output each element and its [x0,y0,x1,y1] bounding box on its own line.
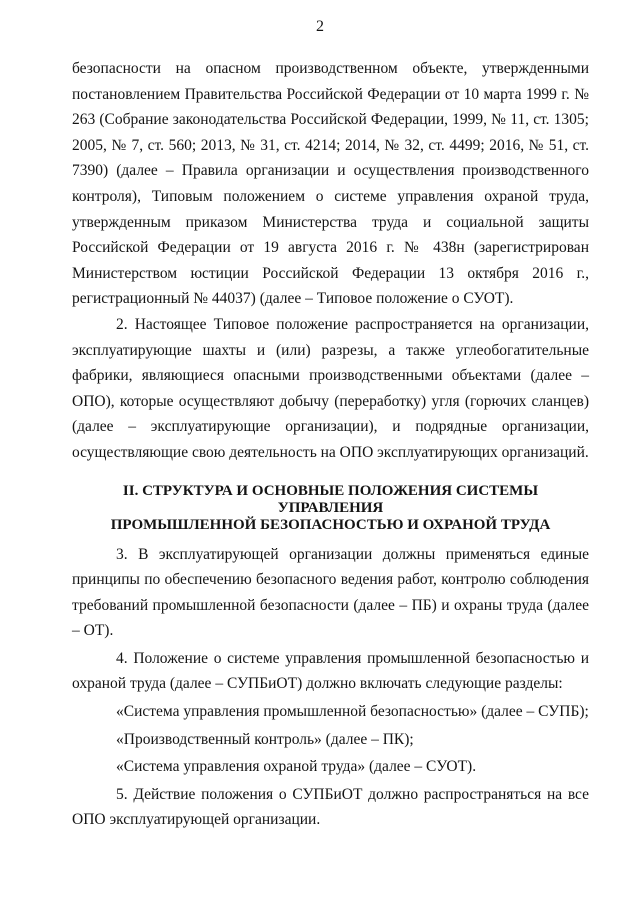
intro-paragraph: безопасности на опасном производственном объекте, утвержденными постановлением Правительства Российской Федерации от 10 марта 1999 г. № 263 (Собрание законодательства Российской Федерации, 1999, № 11, ст. 1305; 2005, № 7, ст. 560; 2013, № 31, ст. 4214; 2014, № 32, ст. 4499; 2016, № 51, ст. 7390) (далее – Правила организации и осуществления производственного контроля), Типовым положением о системе управления охраной труда, утвержденным приказом Министерства труда и социальной защиты Российской Федерации от 19 августа 2016 г. № 438н (зарегистрирован Министерством юстиции Российской Федерации 13 октября 2016 г., регистрационный № 44037) (далее – Типовое положение о СУОТ). [72,60,589,308]
page-number: 2 [316,18,324,35]
paragraph-4: 4. Положение о системе управления промышленной безопасностью и охраной труда (далее – СУПБиОТ) должно включать следующие разделы: [72,649,589,693]
list-item-pk: «Производственный контроль» (далее – ПК); [116,730,414,748]
list-item-supb: «Система управления промышленной безопасностью» (далее – СУПБ); [116,703,589,721]
paragraph-5: 5. Действие положения о СУПБиОТ должно распространяться на все ОПО эксплуатирующей организации. [72,785,589,829]
section-heading-line-2: ПРОМЫШЛЕННОЙ БЕЗОПАСНОСТЬЮ И ОХРАНОЙ ТРУДА [110,516,551,533]
section-heading [72,483,589,534]
list-item-suot: «Система управления охраной труда» (далее – СУОТ). [116,758,477,776]
section-heading-line-1: II. СТРУКТУРА И ОСНОВНЫЕ ПОЛОЖЕНИЯ СИСТЕМЫ УПРАВЛЕНИЯ [122,482,539,516]
document-body [72,56,589,833]
paragraph-2: 2. Настоящее Типовое положение распространяется на организации, эксплуатирующие шахты и (или) разрезы, а также углеобогатительные фабрики, являющиеся опасными производственными объектами (далее – ОПО), которые осуществляют добычу (переработку) угля (горючих сланцев) (далее – эксплуатирующие организации), и подрядные организации, осуществляющие свою деятельность на ОПО эксплуатирующих организаций. [72,315,589,461]
paragraph-3: 3. В эксплуатирующей организации должны применяться единые принципы по обеспечению безопасного ведения работ, контролю соблюдения требований промышленной безопасности (далее – ПБ) и охраны труда (далее – ОТ). [72,545,589,640]
